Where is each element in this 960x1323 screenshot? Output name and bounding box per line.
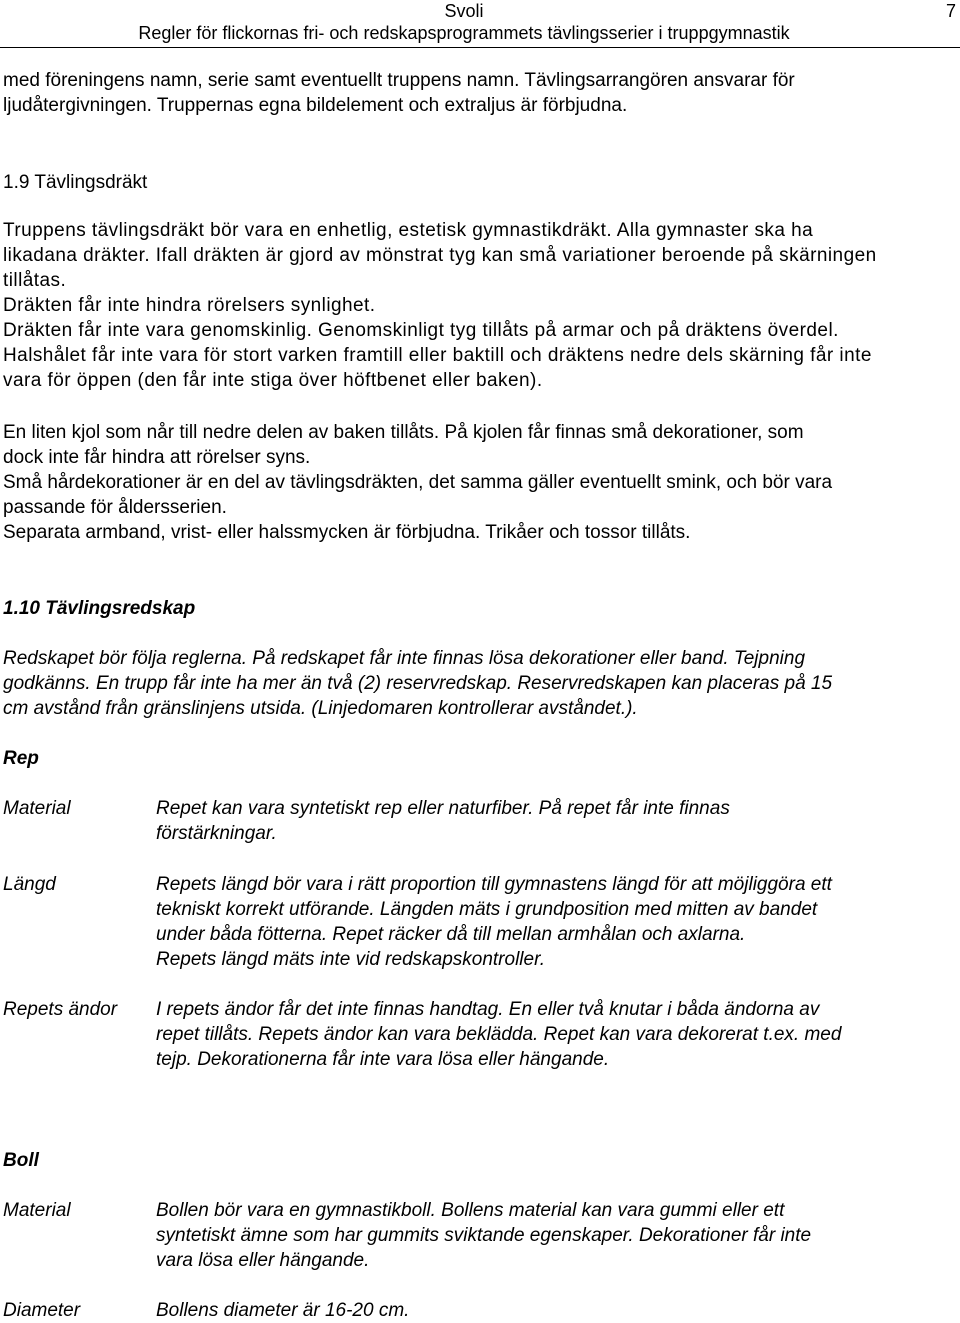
paragraph-line: Truppens tävlingsdräkt bör vara en enhetlig, estetisk gymnastikdräkt. Alla gymnaster ska ha bbox=[3, 220, 814, 241]
section-1-9-paragraph-1 bbox=[3, 218, 958, 393]
rep-material-description: Repet kan vara syntetiskt rep eller naturfiber. På repet får inte finnas förstärkningar. bbox=[156, 798, 730, 844]
intro-paragraph bbox=[3, 68, 958, 118]
section-heading-1-10: 1.10 Tävlingsredskap bbox=[3, 598, 196, 619]
paragraph-line: likadana dräkter. Ifall dräkten är gjord av mönstrat tyg kan små variationer beroende på skärningen bbox=[3, 245, 877, 266]
rep-length-label: Längd bbox=[3, 874, 56, 895]
page-number: 7 bbox=[945, 1, 956, 21]
boll-material-label: Material bbox=[3, 1200, 71, 1221]
paragraph-line: tillåtas. bbox=[3, 270, 67, 291]
boll-diameter-description: Bollens diameter är 16-20 cm. bbox=[156, 1300, 410, 1321]
paragraph-line: passande för åldersserien. bbox=[3, 497, 227, 518]
header-title: Svoli bbox=[444, 1, 484, 21]
boll-material-description: Bollen bör vara en gymnastikboll. Bollens material kan vara gummi eller ett syntetiskt ämne som har gummits sviktande egenskaper. Dekorationer får inte vara lösa eller hängande. bbox=[156, 1200, 812, 1271]
header-divider bbox=[0, 47, 960, 48]
paragraph-line: vara för öppen (den får inte stiga över höftbenet eller baken). bbox=[3, 370, 543, 391]
paragraph-line: Halshålet får inte vara för stort varken framtill eller baktill och dräktens nedre dels skärning får inte bbox=[3, 345, 872, 366]
header-subtitle: Regler för flickornas fri- och redskapsprogrammets tävlingsserier i truppgymnastik bbox=[138, 23, 790, 43]
boll-diameter-label: Diameter bbox=[3, 1300, 81, 1321]
rep-material-label: Material bbox=[3, 798, 71, 819]
paragraph-line: cm avstånd från gränslinjens utsida. (Linjedomaren kontrollerar avståndet.). bbox=[3, 698, 638, 719]
paragraph-line: Redskapet bör följa reglerna. På redskapet får inte finnas lösa dekorationer eller band. Tejpning bbox=[3, 648, 806, 669]
paragraph-line: godkänns. En trupp får inte ha mer än två (2) reservredskap. Reservredskapen kan placeras på 15 bbox=[3, 673, 833, 694]
rep-heading: Rep bbox=[3, 748, 39, 769]
section-heading-1-9: 1.9 Tävlingsdräkt bbox=[3, 172, 148, 193]
rep-ends-label: Repets ändor bbox=[3, 999, 118, 1020]
intro-line: ljudåtergivningen. Truppernas egna bildelement och extraljus är förbjudna. bbox=[3, 95, 628, 116]
rep-ends-description: I repets ändor får det inte finnas handtag. En eller två knutar i båda ändorna av repet tillåts. Repets ändor kan vara beklädda. Repet kan vara dekorerat t.ex. med tejp. Dekorationerna får inte vara lösa eller hängande. bbox=[156, 999, 842, 1070]
section-1-10-paragraph bbox=[3, 646, 958, 721]
paragraph-line: Dräkten får inte hindra rörelsers synlighet. bbox=[3, 295, 376, 316]
rep-length-description: Repets längd bör vara i rätt proportion till gymnastens längd för att möjliggöra ett tekniskt korrekt utförande. Längden mäts i grundposition med mitten av bandet under båda fötterna. Repet räcker då till mellan armhålan och axlarna. Repets längd mäts inte vid redskapskontroller. bbox=[156, 874, 832, 970]
intro-line: med föreningens namn, serie samt eventuellt truppens namn. Tävlingsarrangören ansvarar för bbox=[3, 70, 795, 91]
paragraph-line: Dräkten får inte vara genomskinlig. Genomskinligt tyg tillåts på armar och på dräktens överdel. bbox=[3, 320, 839, 341]
boll-heading: Boll bbox=[3, 1150, 39, 1171]
paragraph-line: Separata armband, vrist- eller halssmycken är förbjudna. Trikåer och tossor tillåts. bbox=[3, 522, 691, 543]
paragraph-line: dock inte får hindra att rörelser syns. bbox=[3, 447, 311, 468]
paragraph-line: Små hårdekorationer är en del av tävlingsdräkten, det samma gäller eventuellt smink, och bör vara bbox=[3, 472, 833, 493]
section-1-9-paragraph-2 bbox=[3, 420, 958, 545]
paragraph-line: En liten kjol som når till nedre delen av baken tillåts. På kjolen får finnas små dekorationer, som bbox=[3, 422, 804, 443]
page-header bbox=[0, 0, 960, 48]
